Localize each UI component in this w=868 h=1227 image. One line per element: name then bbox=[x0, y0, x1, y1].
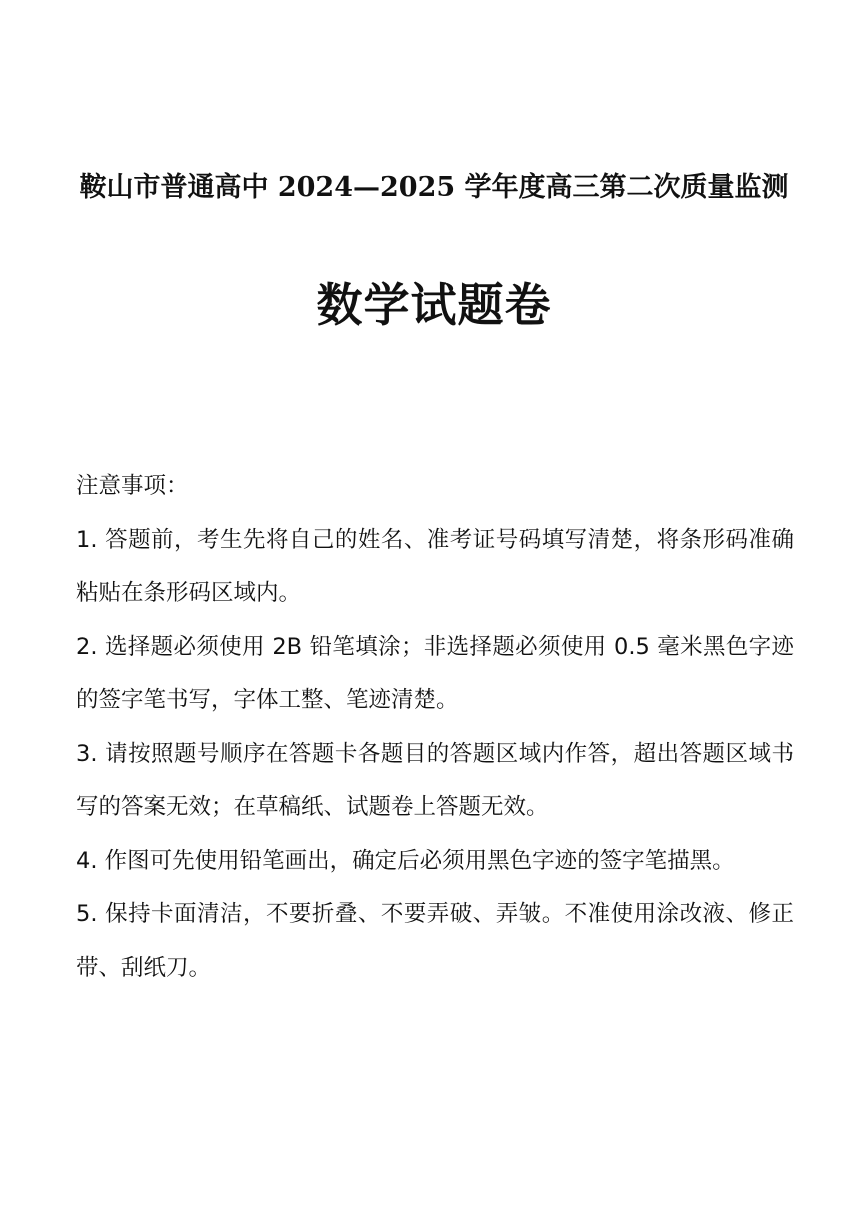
notice-section bbox=[76, 460, 794, 995]
exam-main-title: 数学试题卷 bbox=[316, 278, 552, 332]
exam-header-title: 鞍山市普通高中 2024—2025 学年度高三第二次质量监测 bbox=[79, 172, 789, 203]
notice-heading: 注意事项： bbox=[76, 473, 189, 499]
notice-item-4: 4. 作图可先使用铅笔画出，确定后必须用黑色字迹的签字笔描黑。 bbox=[76, 847, 735, 874]
notice-item-3: 3. 请按照题号顺序在答题卡各题目的答题区域内作答，超出答题区域书写的答案无效；在草稿纸、试题卷上答题无效。 bbox=[76, 740, 794, 820]
notice-item-5: 5. 保持卡面清洁，不要折叠、不要弄破、弄皱。不准使用涂改液、修正带、刮纸刀。 bbox=[76, 901, 794, 981]
notice-item-2: 2. 选择题必须使用 2B 铅笔填涂；非选择题必须使用 0.5 毫米黑色字迹的签字笔书写，字体工整、笔迹清楚。 bbox=[76, 633, 794, 713]
notice-item-1: 1. 答题前，考生先将自己的姓名、准考证号码填写清楚，将条形码准确粘贴在条形码区域内。 bbox=[76, 526, 794, 606]
